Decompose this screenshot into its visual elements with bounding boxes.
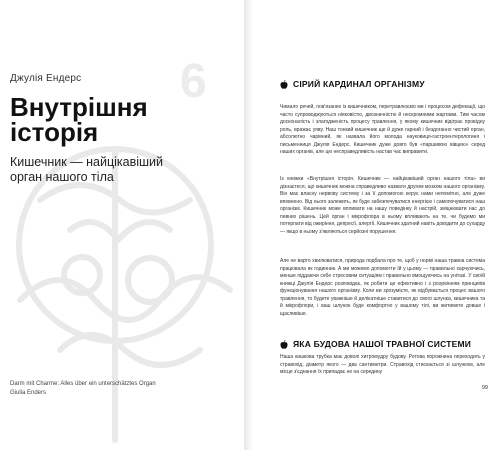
left-page [0, 0, 246, 450]
book-author: Джулія Ендерс [10, 73, 82, 84]
section-1-paragraph-3: Але не варто хвилюватися, природа подбала про те, щоб у нормі наша травна система працювала як годинник. А ми можемо допомогти їй у цьому — правильно харчуючись, менше піддаючи себе стресовим ситуаціям і правильно вмощуючись на унітазі. У своїй книжці Джулія Ендерс розповідає, як робити це ефективно і з розумінням принципів функціонування нашого організму. Коли ви зрозумієте, як відбувається процес вашого травлення, то будете уважніше й делікатніше ставитися до свого шлунка, кишечника та й мікрофлори, і ваш шлунок буде комфортно у вашому тілі, ви житимете довше і щасливіше. [280, 258, 485, 317]
original-author: Giulia Enders [10, 389, 47, 396]
chapter-number: 6 [180, 55, 207, 108]
apple-icon [280, 340, 288, 349]
book-title [10, 92, 148, 147]
book-subtitle-line-2: орган нашого тіла [10, 170, 114, 184]
section-heading-1 [280, 79, 425, 89]
section-heading-2-text: ЯКА БУДОВА НАШОЇ ТРАВНОЇ СИСТЕМИ [293, 339, 472, 349]
book-subtitle [10, 155, 163, 185]
book-subtitle-line-1: Кишечник — найцікавіший [10, 155, 164, 169]
section-1-paragraph-1: Чимало речей, пов'язаних із кишечником, перетравлюємо ми і процесом дефекації, що часто супроводжуються ніяковістю, двозначністю й нескромними жартами. Тим часом досконалість і злагодженість процесу травлення, у якому кишечник відіграє провідну роль, вражає уяву. Наш тонкий кишечник ще й дуже гарний і бездоганно чистий орган, абсолютно чарівний, як назвала його молода науковиця-гастроентерологиня і письменниця Джулія Ендерс. Кишечник дуже довго був «паршивою вівцею» серед наших органів, але цю несправедливість настав час виправити. [280, 104, 485, 156]
original-title: Darm mit Charme: Alles über ein unterschätztes Organ [10, 381, 156, 387]
section-heading-2 [280, 339, 471, 349]
book-title-line-2: історія [10, 117, 99, 147]
right-page [252, 0, 500, 450]
original-edition-credit [10, 380, 156, 397]
section-heading-1-text: СІРИЙ КАРДИНАЛ ОРГАНІЗМУ [293, 79, 425, 89]
section-1-paragraph-2: Із книжки «Внутрішня історія. Кишечник — найцікавіший орган нашого тіла» ви дізнаєтеся, що кишечник можна справедливо назвати другим мозком нашого організму. Він має власну нервову систему і за її допомогою керує нами непомітно, але дуже впевнено. Від нього залежить, як буде забезпечуватися енергією і самопочуватися наш організм. Кишечник може впливати на нашу поведінку й настрій, зміцнювати нас до певних рішень. Цей орган і мікрофлора в ньому впливають на те, чи будемо ми потерпати від ожиріння, депресії, алергії. Кишечник здатний навіть доводити до сухарду — якщо в ньому з'являються серйозні порушення. [280, 176, 485, 235]
apple-icon [280, 80, 288, 89]
book-title-line-1: Внутрішня [10, 92, 148, 122]
page-number: 99 [481, 385, 488, 391]
section-2-paragraph-1: Наша кишкова трубка має доволі хитромудру будову. Ротова порожнина переходить у стравохід, діаметр якого — два сантиметри. Стравохід стискається зі шлунком, але місце з'єднання їх припадає не на середину [280, 354, 485, 376]
